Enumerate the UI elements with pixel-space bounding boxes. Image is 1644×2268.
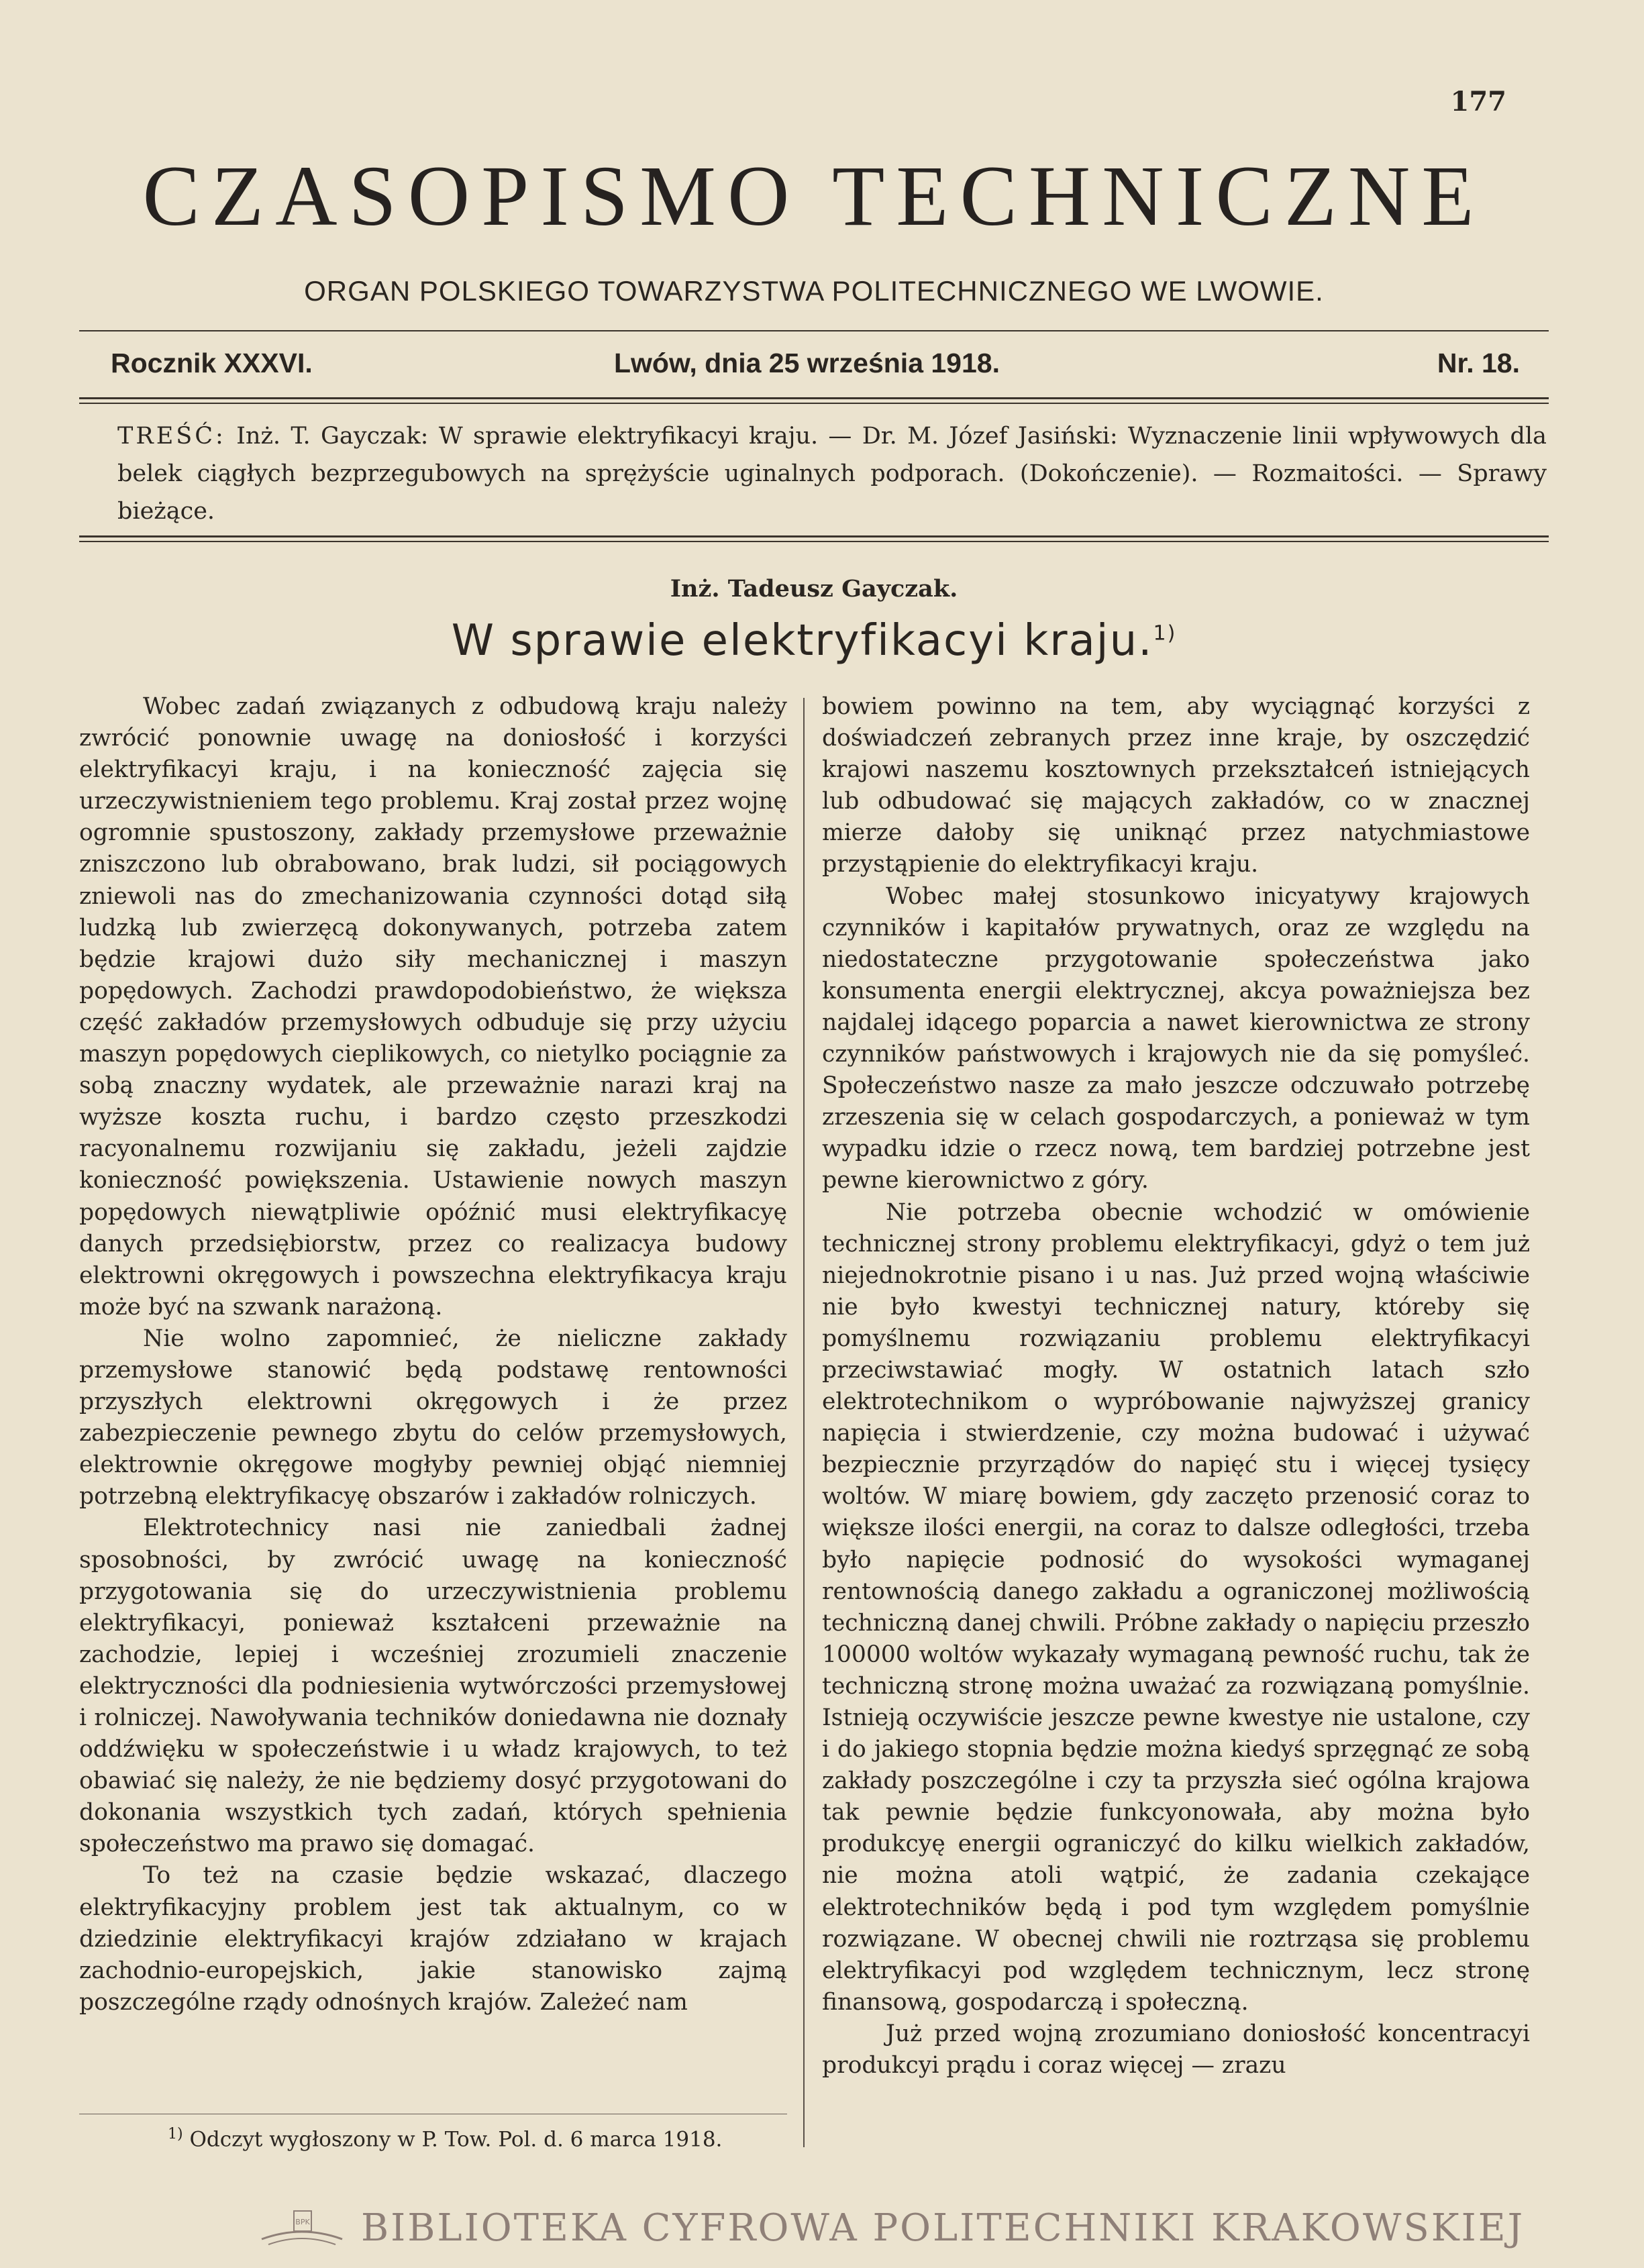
paragraph: Elektrotechnicy nasi nie zaniedbali żadnej sposobności, by zwrócić uwagę na konieczność przygotowania się do urzeczywistnienia problemu elektryfikacyi, ponieważ kształceni przeważnie na zachodzie, lepiej i wcześniej zrozumieli znaczenie elektryczności dla podniesienia wytwórczości przemysłowej i rolniczej. Nawoływania techników doniedawna nie doznały oddźwięku w społeczeństwie i u władz krajowych, to też obawiać się należy, że nie będziemy dosyć przygotowani do dokonania wszystkich tych zadań, których spełnienia społeczeństwo ma prawo się domagać.: [79, 1514, 787, 1858]
right-column: [822, 691, 1530, 2081]
table-of-contents: [117, 417, 1547, 530]
issue-rule: [79, 397, 1549, 404]
library-logo-icon: [255, 2204, 349, 2251]
footnote-mark: 1): [168, 2126, 183, 2143]
masthead-title: CZASOPISMO TECHNICZNE: [142, 148, 1486, 244]
toc-rule: [79, 535, 1549, 542]
title-footnote-mark: 1): [1153, 621, 1177, 646]
footnote-text: Odczyt wygłoszony w P. Tow. Pol. d. 6 marca 1918.: [189, 2127, 723, 2152]
left-column: [79, 691, 787, 2018]
paragraph: Wobec małej stosunkowo inicyatywy krajowych czynników i kapitałów prywatnych, oraz ze względu na niedostateczne przygotowanie społeczeństwa jako konsumenta energii elektrycznej, akcya poważniejsza bez najdalej idącego poparcia a nawet kierownictwa ze strony czynników państwowych i krajowych nie da się pomyśleć. Społeczeństwo nasze za mało jeszcze odczuwało potrzebę zrzeszenia się w celach gospodarczych, a ponieważ w tym wypadku idzie o rzecz nową, tem bardziej potrzebne jest pewne kierownictwo z góry.: [822, 882, 1530, 1194]
library-logo-text: BPK: [295, 2218, 310, 2226]
masthead-rule: [79, 330, 1549, 331]
library-watermark: [255, 2204, 1525, 2251]
paragraph: Już przed wojną zrozumiano doniosłość koncentracyi produkcyi prądu i coraz więcej — zrazu: [822, 2020, 1530, 2079]
article-author: Inż. Tadeusz Gayczak.: [670, 575, 958, 603]
article-title: [79, 616, 1549, 666]
issue-number: Nr. 18.: [1437, 348, 1520, 378]
issue-volume: Rocznik XXXVI.: [111, 348, 313, 378]
paragraph: Wobec zadań związanych z odbudową kraju należy zwrócić ponownie uwagę na doniosłość i korzyści elektryfikacyi kraju, i na konieczność zajęcia się urzeczywistnieniem tego problemu. Kraj został przez wojnę ogromnie spustoszony, zakłady przemysłowe przeważnie zniszczono lub obrabowano, brak ludzi, sił pociągowych zniewoli nas do zmechanizowania czynności dotąd siłą ludzką lub zwierzęcą dokonywanych, potrzeba zatem będzie krajowi dużo siły mechanicznej i maszyn popędowych. Zachodzi prawdopodobieństwo, że większa część zakładów przemysłowych odbuduje się przy użyciu maszyn popędowych cieplikowych, co nietylko pociągnie za sobą znaczny wydatek, ale przeważnie narazi kraj na wyższe koszta ruchu, i bardzo często przeszkodzi racyonalnemu rozwijaniu się zakładu, jeżeli zajdzie konieczność powiększenia. Ustawienie nowych maszyn popędowych niewątpliwie opóźnić musi elektryfikacyę danych przedsiębiorstw, przez co realizacya budowy elektrowni okręgowych i powszechna elektryfikacya kraju może być na szwank narażoną.: [79, 693, 787, 1321]
paragraph: Nie potrzeba obecnie wchodzić w omówienie technicznej strony problemu elektryfikacyi, gdyż o tem już niejednokrotnie pisano i u nas. Już przed wojną właściwie nie było kwestyi technicznej natury, któreby się pomyślnemu rozwiązaniu problemu elektryfikacyi przeciwstawiać mogły. W ostatnich latach szło elektrotechnikom o wypróbowanie najwyższej granicy napięcia i stwierdzenie, czy można budować i używać bezpiecznie przyrządów do napięć stu i więcej tysięcy woltów. W miarę bowiem, gdy zaczęto przenosić coraz to większe ilości energii, na coraz to dalsze odległości, trzeba było napięcie podnosić do wysokości wymaganej rentownością danego zakładu a ograniczonej możliwością techniczną danej chwili. Próbne zakłady o napięciu przeszło 100000 woltów wykazały wymaganą pewność ruchu, tak że techniczną stronę można uważać za rozwiązaną pomyślnie. Istnieją oczywiście jeszcze pewne kwestye nie ustalone, czy i do jakiego stopnia będzie można kiedyś sprzęgnąć ze sobą zakłady poszczególne i czy ta przyszła sieć ogólna krajowa tak pewnie będzie funkcyonowała, aby można było produkcyę energii ograniczyć do kilku wielkich zakładów, nie można atoli wątpić, że zadania czekające elektrotechników będą i pod tym względem pomyślnie rozwiązane. W obecnej chwili nie roztrząsa się problemu elektryfikacyi pod względem technicznym, lecz stronę finansową, gospodarczą i społeczną.: [822, 1198, 1530, 2016]
footnote: [168, 2126, 722, 2151]
article-title-text: W sprawie elektryfikacyi kraju.: [451, 616, 1153, 666]
page-number: 177: [1450, 86, 1506, 117]
column-divider: [803, 698, 805, 2147]
paragraph: bowiem powinno na tem, aby wyciągnąć korzyści z doświadczeń zebranych przez inne kraje, by oszczędzić krajowi naszemu kosztownych przekształceń istniejących lub odbudować się mających zakładów, co w znacznej mierze dałoby się uniknąć przez natychmiastowe przystąpienie do elektryfikacyi kraju.: [822, 693, 1530, 878]
library-name: BIBLIOTEKA CYFROWA POLITECHNIKI KRAKOWSKIEJ: [361, 2206, 1525, 2250]
toc-label: TREŚĆ:: [117, 423, 226, 450]
toc-text: Inż. T. Gayczak: W sprawie elektryfikacyi kraju. — Dr. M. Józef Jasiński: Wyznaczenie linii wpływowych dla belek ciągłych bezprzegubowych na sprężyście uginalnych podporach. (Dokończenie). — Rozmaitości. — Sprawy bieżące.: [117, 423, 1547, 525]
paragraph: To też na czasie będzie wskazać, dlaczego elektryfikacyjny problem jest tak aktualnym, co w dziedzinie elektryfikacyi krajów zdziałano w krajach zachodnio-europejskich, jakie stanowisko zajmą poszczególne rządy odnośnych krajów. Zależeć nam: [79, 1862, 787, 2016]
organ-subtitle: ORGAN POLSKIEGO TOWARZYSTWA POLITECHNICZNEGO WE LWOWIE.: [304, 275, 1324, 307]
paragraph: Nie wolno zapomnieć, że nieliczne zakłady przemysłowe stanowić będą podstawę rentowności przyszłych elektrowni okręgowych i że przez zabezpieczenie pewnego zbytu do celów przemysłowych, elektrownie okręgowe mogłyby pewniej objąć niemniej potrzebną elektryfikacyę obszarów i zakładów rolniczych.: [79, 1325, 787, 1510]
issue-date: Lwów, dnia 25 września 1918.: [614, 348, 1000, 378]
